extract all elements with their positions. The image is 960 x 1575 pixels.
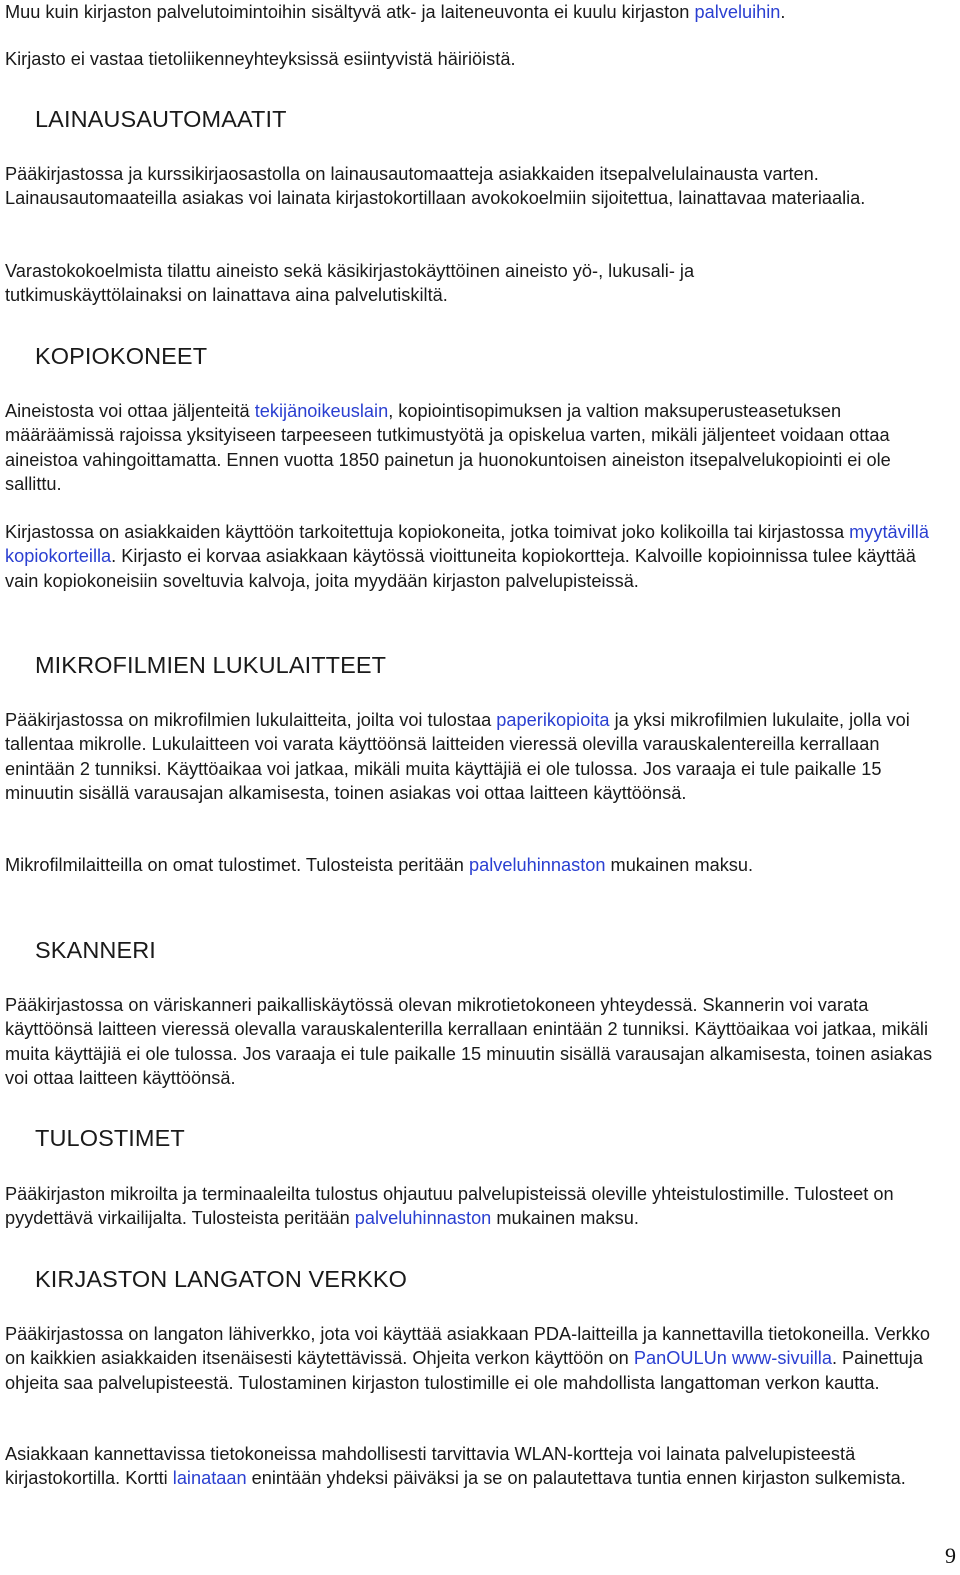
heading-tulostimet: TULOSTIMET: [35, 1125, 185, 1151]
lainausautomaatit-paragraph-1: Pääkirjastossa ja kurssikirjaosastolla on lainausautomaatteja asiakkaiden itsepalvelulainausta varten. Lainausautomaateilla asiakas voi lainata kirjastokortillaan avokokoelmiin sijoitettua, lainattavaa materiaalia.: [5, 164, 866, 209]
page-number: 9: [945, 1543, 956, 1568]
mikrofilmi-text-2-end: mukainen maksu.: [605, 855, 754, 875]
lainausautomaatit-paragraph-2: Varastokokoelmista tilattu aineisto sekä käsikirjastokäyttöinen aineisto yö-, lukusali- ja tutkimuskäyttölainaksi on lainattava aina palvelutiskiltä.: [5, 261, 695, 306]
link-palveluihin[interactable]: palveluihin: [694, 2, 781, 22]
kopiokoneet-text-2-end: . Kirjasto ei korvaa asiakkaan käytössä vioittuneita kopiokortteja. Kalvoille kopioinnissa tulee käyttää vain kopiokoneisiin soveltuvia kalvoja, joita myydään kirjaston palvelupisteissä.: [5, 546, 916, 591]
verkko-text-2: Asiakkaan kannettavissa tietokoneissa mahdollisesti tarvittavia WLAN-kortteja voi lainata palvelupisteestä kirjastokortilla. Kortti: [5, 1444, 856, 1489]
kopiokoneet-text: Aineistosta voi ottaa jäljenteitä: [5, 401, 255, 421]
tulostimet-text-end: mukainen maksu.: [491, 1208, 639, 1229]
kopiokoneet-text-end: , kopiointisopimuksen ja valtion maksuperusteasetuksen määräämissä rajoissa yksityiseen tarpeeseen tutkimustyötä ja opiskelua varten, mikäli jäljenteet voidaan ottaa aineistoa vahingoittamatta. Ennen vuotta 1850 painetun ja huonokuntoisen aineiston itsepalvelukopiointi ei ole sallittu.: [5, 401, 891, 494]
link-tekijanoikeuslain[interactable]: tekijänoikeuslain: [254, 401, 389, 421]
link-kopiokortit[interactable]: myytävillä kopiokorteilla: [5, 522, 929, 567]
link-palveluhinnasto-2[interactable]: palveluhinnaston: [354, 1208, 492, 1229]
link-lainataan[interactable]: lainataan: [172, 1468, 247, 1489]
mikrofilmi-text-2: Mikrofilmilaitteilla on omat tulostimet. Tulosteista peritään: [5, 855, 469, 875]
skanneri-paragraph-1: Pääkirjastossa on väriskanneri paikalliskäytössä olevan mikrotietokoneen yhteydessä. Skannerin voi varata käyttöönsä laitteen vieressä olevalla varauskalenterilla kerrallaan enintään 2 tunniksi. Käyttöaikaa voi jatkaa, mikäli muita käyttäjiä ei ole tulossa. Jos varaaja ei tule paikalle 15 minuutin sisällä varausajan alkamisesta, toinen asiakas voi ottaa laitteen käyttöönsä.: [5, 995, 933, 1088]
verkko-paragraph-1: [5, 1322, 955, 1395]
verkko-text-end: . Painettuja ohjeita saa palvelupisteestä. Tulostaminen kirjaston tulostimille ei ole mahdollista langattoman verkon kautta.: [5, 1348, 923, 1393]
verkko-paragraph-2: [5, 1442, 955, 1491]
kopiokoneet-paragraph-2: [5, 520, 940, 593]
heading-langaton-verkko: KIRJASTON LANGATON VERKKO: [35, 1266, 408, 1292]
kopiokoneet-text-2: Kirjastossa on asiakkaiden käyttöön tarkoitettuja kopiokoneita, jotka toimivat joko kolikoilla tai kirjastossa: [5, 522, 850, 542]
heading-kopiokoneet: KOPIOKONEET: [35, 343, 208, 369]
mikrofilmi-paragraph-2: [5, 853, 940, 877]
intro-paragraph-2: Kirjasto ei vastaa tietoliikenneyhteyksissä esiintyvistä häiriöistä.: [5, 49, 516, 69]
mikrofilmi-text: Pääkirjastossa on mikrofilmien lukulaitteita, joilta voi tulostaa: [5, 710, 497, 730]
mikrofilmi-text-end: ja yksi mikrofilmien lukulaite, jolla voi tallentaa mikrolle. Lukulaitteen voi varata käyttöönsä laitteiden vieressä olevilla varauskalentereilla kerrallaan enintään 2 tunniksi. Käyttöaikaa voi jatkaa, mikäli muita käyttäjiä ei ole tulossa. Jos varaaja ei tule paikalle 15 minuutin sisällä varausajan alkamisesta, toinen asiakas voi ottaa laitteen käyttöönsä.: [5, 710, 910, 803]
intro-text: Muu kuin kirjaston palvelutoimintoihin sisältyvä atk- ja laiteneuvonta ei kuulu kirjaston: [5, 2, 695, 22]
mikrofilmi-paragraph-1: [5, 708, 940, 805]
heading-skanneri: SKANNERI: [35, 937, 156, 963]
kopiokoneet-paragraph-1: [5, 399, 920, 496]
link-panoulu[interactable]: PanOULUn www-sivuilla: [633, 1348, 832, 1369]
link-paperikopioita[interactable]: paperikopioita: [496, 710, 610, 730]
verkko-text-2-end: enintään yhdeksi päiväksi ja se on palautettava tuntia ennen kirjaston sulkemista.: [246, 1468, 906, 1489]
verkko-text: Pääkirjastossa on langaton lähiverkko, jota voi käyttää asiakkaan PDA-laitteilla ja kannettavilla tietokoneilla. Verkko on kaikkien asiakkaiden itsenäisesti käytettävissä. Ohjeita verkon käyttöön on: [5, 1324, 931, 1369]
link-palveluhinnasto-1[interactable]: palveluhinnaston: [468, 855, 606, 875]
heading-mikrofilmien-lukulaitteet: MIKROFILMIEN LUKULAITTEET: [35, 652, 387, 678]
intro-paragraph-1: [5, 0, 955, 24]
tulostimet-text: Pääkirjaston mikroilta ja terminaaleilta tulostus ohjautuu palvelupisteissä oleville yhteistulostimille. Tulosteet on pyydettävä virkailijalta. Tulosteista peritään: [5, 1184, 894, 1229]
tulostimet-paragraph-1: [5, 1182, 920, 1231]
intro-text-end: .: [780, 2, 786, 22]
heading-lainausautomaatit: LAINAUSAUTOMAATIT: [35, 106, 287, 132]
